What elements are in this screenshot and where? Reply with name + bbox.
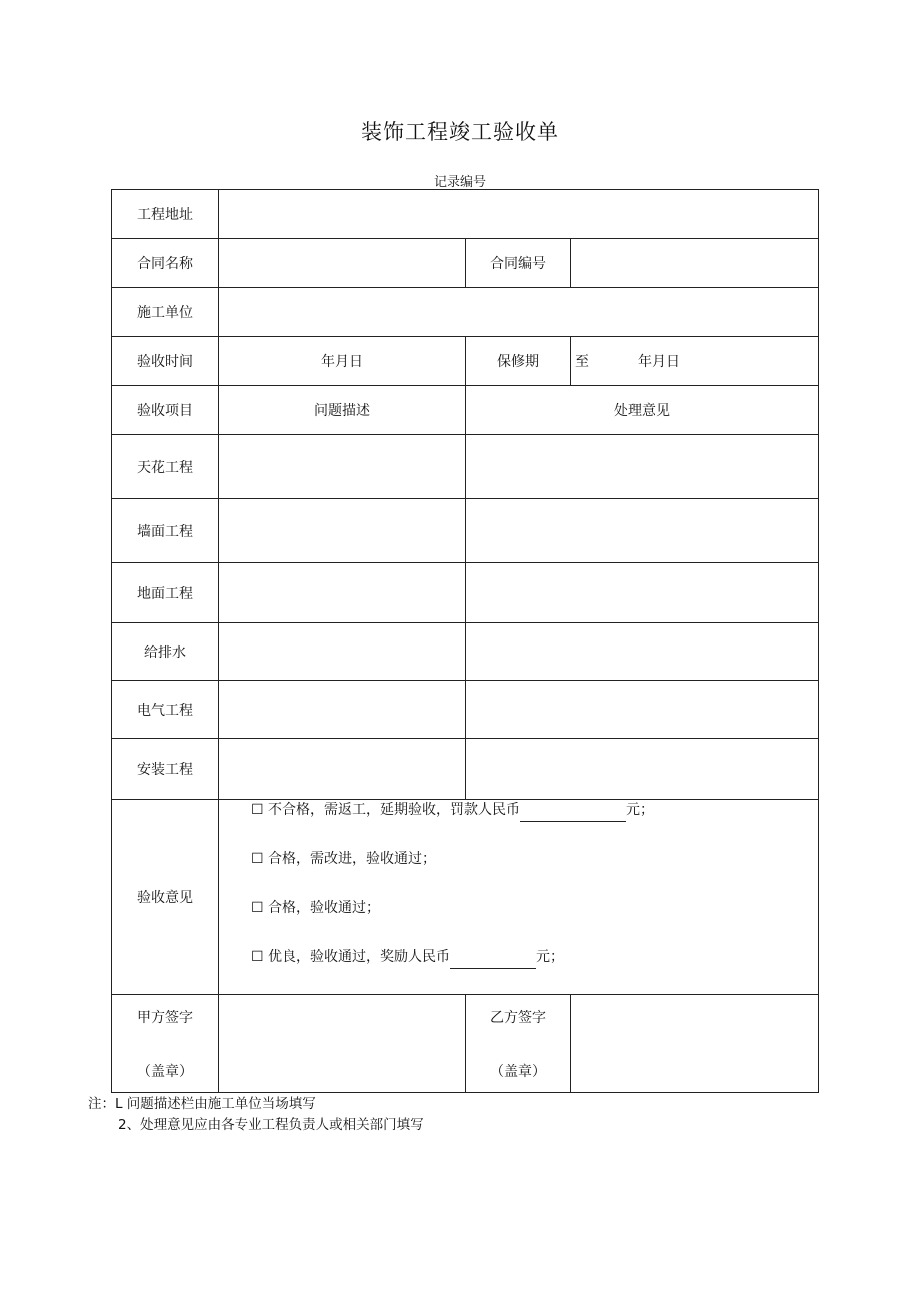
row-constructor: [112, 288, 819, 337]
item-label: 墙面工程: [112, 499, 219, 563]
party-b-label-cell: [466, 995, 571, 1093]
row-contract: [112, 239, 819, 288]
footnotes: [88, 1094, 424, 1136]
handling-field[interactable]: [466, 739, 819, 800]
contract-no-label: 合同编号: [466, 239, 571, 288]
option-fail[interactable]: [251, 798, 818, 847]
note-1: 注：L 问题描述栏由施工单位当场填写: [88, 1096, 316, 1112]
handling-field[interactable]: [466, 681, 819, 739]
handling-field[interactable]: [466, 499, 819, 563]
row-item-electrical: [112, 681, 819, 739]
row-item-installation: [112, 739, 819, 800]
problem-field[interactable]: [219, 563, 466, 623]
contract-no-field[interactable]: [571, 239, 819, 288]
party-b-label: 乙方签字: [490, 1009, 546, 1026]
item-label: 安装工程: [112, 739, 219, 800]
party-a-seal: （盖章）: [137, 1063, 193, 1080]
contract-name-field[interactable]: [219, 239, 466, 288]
header-item: 验收项目: [112, 386, 219, 435]
party-b-signature-field[interactable]: [571, 995, 819, 1093]
row-opinions: [112, 800, 819, 995]
item-label: 天花工程: [112, 435, 219, 499]
item-label: 地面工程: [112, 563, 219, 623]
contract-name-label: 合同名称: [112, 239, 219, 288]
accept-time-label: 验收时间: [112, 337, 219, 386]
row-item-wall: [112, 499, 819, 563]
row-item-floor: [112, 563, 819, 623]
party-b-seal: （盖章）: [490, 1063, 546, 1080]
warranty-field[interactable]: [571, 337, 819, 386]
option-pass-improve[interactable]: [251, 847, 818, 896]
option-fail-text: ☐ 不合格，需返工，延期验收，罚款人民币: [251, 802, 520, 818]
option-excellent-unit: 元；: [536, 949, 565, 965]
option-pass-text: ☐ 合格，验收通过；: [251, 900, 381, 916]
handling-field[interactable]: [466, 435, 819, 499]
problem-field[interactable]: [219, 499, 466, 563]
handling-field[interactable]: [466, 563, 819, 623]
constructor-field[interactable]: [219, 288, 819, 337]
row-signatures: [112, 995, 819, 1093]
problem-field[interactable]: [219, 623, 466, 681]
row-item-plumbing: [112, 623, 819, 681]
item-label: 给排水: [112, 623, 219, 681]
note-2: 2、处理意见应由各专业工程负责人或相关部门填写: [118, 1117, 424, 1133]
header-problem: 问题描述: [219, 386, 466, 435]
handling-field[interactable]: [466, 623, 819, 681]
item-label: 电气工程: [112, 681, 219, 739]
warranty-to: 至: [575, 354, 589, 370]
option-pass-improve-text: ☐ 合格，需改进，验收通过；: [251, 851, 437, 867]
constructor-label: 施工单位: [112, 288, 219, 337]
warranty-label: 保修期: [466, 337, 571, 386]
option-fail-unit: 元；: [626, 802, 654, 818]
opinions-options: [219, 800, 819, 995]
party-a-label: 甲方签字: [137, 1009, 193, 1026]
problem-field[interactable]: [219, 435, 466, 499]
penalty-amount-blank[interactable]: [520, 805, 626, 822]
warranty-date: 年月日: [638, 354, 680, 370]
option-excellent[interactable]: [251, 945, 818, 994]
address-label: 工程地址: [112, 190, 219, 239]
acceptance-form-table: [111, 189, 819, 1093]
party-a-label-cell: [112, 995, 219, 1093]
accept-time-field[interactable]: 年月日: [219, 337, 466, 386]
option-pass[interactable]: [251, 896, 818, 945]
problem-field[interactable]: [219, 739, 466, 800]
reward-amount-blank[interactable]: [450, 952, 536, 969]
record-number-label: 记录编号: [433, 175, 486, 190]
row-item-ceiling: [112, 435, 819, 499]
option-excellent-text: ☐ 优良，验收通过，奖励人民币: [251, 949, 451, 965]
page-title: 装饰工程竣工验收单: [361, 120, 559, 144]
row-address: [112, 190, 819, 239]
problem-field[interactable]: [219, 681, 466, 739]
row-accept-time: [112, 337, 819, 386]
party-a-signature-field[interactable]: [219, 995, 466, 1093]
row-column-header: [112, 386, 819, 435]
address-field[interactable]: [219, 190, 819, 239]
opinions-label: 验收意见: [112, 800, 219, 995]
header-handling: 处理意见: [466, 386, 819, 435]
